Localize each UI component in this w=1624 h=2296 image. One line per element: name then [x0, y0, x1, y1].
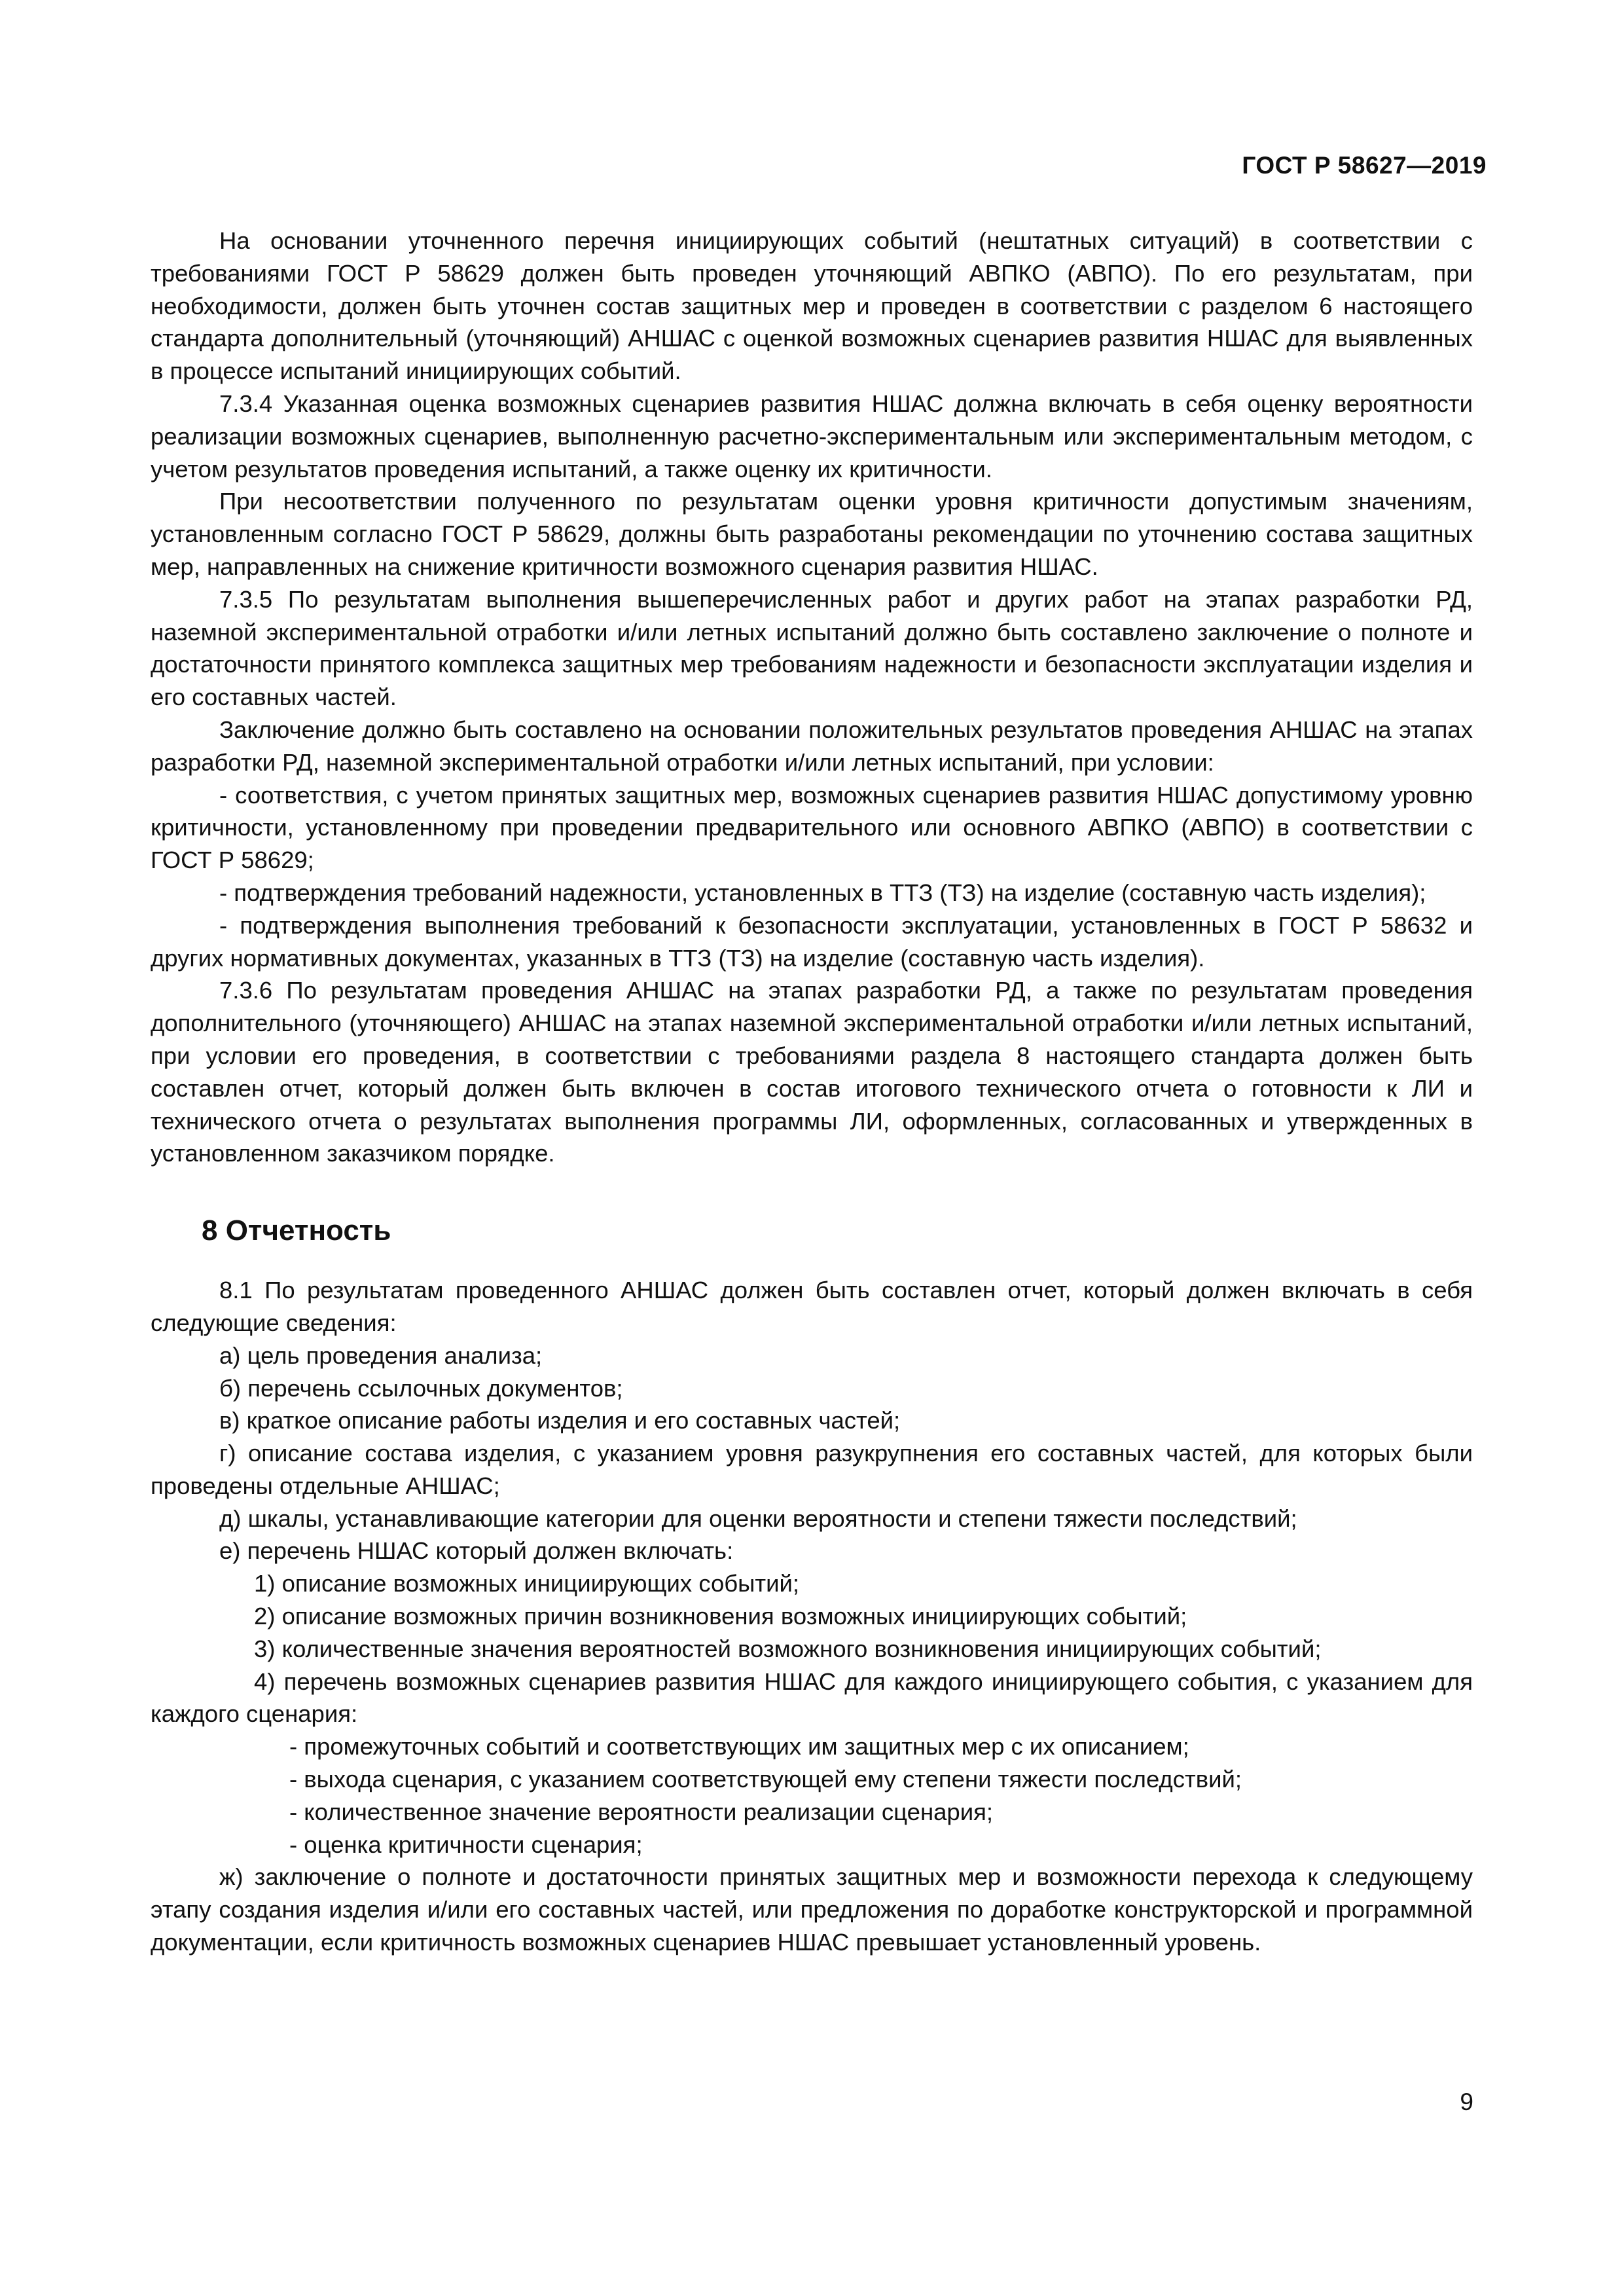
- list-item: а) цель проведения анализа;: [219, 1341, 543, 1369]
- page-body: [151, 225, 1473, 1959]
- dash-item: - выхода сценария, с указанием соответствующей ему степени тяжести последствий;: [289, 1766, 1242, 1793]
- clause-8-1: 8.1 По результатам проведенного АНШАС должен быть составлен отчет, который должен включать в себя следующие сведения:: [151, 1277, 1473, 1336]
- list-item: г) описание состава изделия, с указанием уровня разукрупнения его составных частей, для которых были проведены отдельные АНШАС;: [151, 1440, 1473, 1499]
- dash-item: - промежуточных событий и соответствующих им защитных мер с их описанием;: [289, 1733, 1189, 1760]
- section-heading: 8 Отчетность: [202, 1214, 391, 1247]
- list-item: б) перечень ссылочных документов;: [219, 1374, 623, 1402]
- paragraph: При несоответствии полученного по результатам оценки уровня критичности допустимым значениям, установленным согласно ГОСТ Р 58629, должны быть разработаны рекомендации по уточнению состава защитных мер, направленных на снижение критичности возможного сценария развития НШАС.: [151, 488, 1473, 580]
- list-item: ж) заключение о полноте и достаточности принятых защитных мер и возможности перехода к следующему этапу создания изделия и/или его составных частей, или предложения по доработке конструкторской и программной документации, если критичность возможных сценариев НШАС превышает установленный уровень.: [151, 1863, 1473, 1956]
- standard-designation: ГОСТ Р 58627—2019: [1242, 152, 1487, 179]
- sub-list-item: 3) количественные значения вероятностей возможного возникновения инициирующих событий;: [254, 1635, 1322, 1662]
- list-item: - подтверждения выполнения требований к безопасности эксплуатации, установленных в ГОСТ Р 58632 и других нормативных документах, указанных в ТТЗ (ТЗ) на изделие (составную часть изделия).: [151, 911, 1473, 972]
- dash-item: - оценка критичности сценария;: [289, 1831, 643, 1858]
- sub-list-item: 4) перечень возможных сценариев развития НШАС для каждого инициирующего события, с указанием для каждого сценария:: [151, 1667, 1473, 1728]
- sub-list-item: 1) описание возможных инициирующих событий;: [254, 1570, 800, 1597]
- paragraph: Заключение должно быть составлено на основании положительных результатов проведения АНШАС на этапах разработки РД, наземной экспериментальной отработки и/или летных испытаний, при условии:: [151, 716, 1473, 776]
- paragraph: На основании уточненного перечня инициирующих событий (нештатных ситуаций) в соответствии с требованиями ГОСТ Р 58629 должен быть проведен уточняющий АВПКО (АВПО). По его результатам, при необходимости, должен быть уточнен состав защитных мер и проведен в соответствии с разделом 6 настоящего стандарта дополнительный (уточняющий) АНШАС с оценкой возможных сценариев развития НШАС для выявленных в процессе испытаний инициирующих событий.: [151, 227, 1473, 385]
- sub-list-item: 2) описание возможных причин возникновения возможных инициирующих событий;: [254, 1603, 1187, 1630]
- list-item: - подтверждения требований надежности, установленных в ТТЗ (ТЗ) на изделие (составную часть изделия);: [219, 879, 1426, 906]
- page-number: 9: [1460, 2088, 1473, 2115]
- list-item: в) краткое описание работы изделия и его составных частей;: [219, 1407, 901, 1434]
- list-item: д) шкалы, устанавливающие категории для оценки вероятности и степени тяжести последствий;: [219, 1504, 1297, 1532]
- dash-item: - количественное значение вероятности реализации сценария;: [289, 1798, 994, 1825]
- clause-7-3-5: 7.3.5 По результатам выполнения вышеперечисленных работ и других работ на этапах разработки РД, наземной экспериментальной отработки и/или летных испытаний должно быть составлено заключение о полноте и достаточности принятого комплекса защитных мер требованиям надежности и безопасности эксплуатации изделия и его составных частей.: [151, 585, 1473, 711]
- list-item: - соответствия, с учетом принятых защитных мер, возможных сценариев развития НШАС допустимому уровню критичности, установленному при проведении предварительного или основного АВПКО (АВПО) в соответствии с ГОСТ Р 58629;: [151, 781, 1473, 874]
- list-item: е) перечень НШАС который должен включать:: [219, 1537, 734, 1565]
- clause-7-3-4: 7.3.4 Указанная оценка возможных сценариев развития НШАС должна включать в себя оценку вероятности реализации возможных сценариев, выполненную расчетно-экспериментальным или экспериментальным методом, с учетом результатов проведения испытаний, а также оценку их критичности.: [151, 390, 1473, 483]
- clause-7-3-6: 7.3.6 По результатам проведения АНШАС на этапах разработки РД, а также по результатам проведения дополнительного (уточняющего) АНШАС на этапах наземной экспериментальной отработки и/или летных испытаний, при условии его проведения, в соответствии с требованиями раздела 8 настоящего стандарта должен быть составлен отчет, который должен быть включен в состав итогового технического отчета о готовности к ЛИ и технического отчета о результатах выполнения программы ЛИ, оформленных, согласованных и утвержденных в установленном заказчиком порядке.: [151, 977, 1473, 1167]
